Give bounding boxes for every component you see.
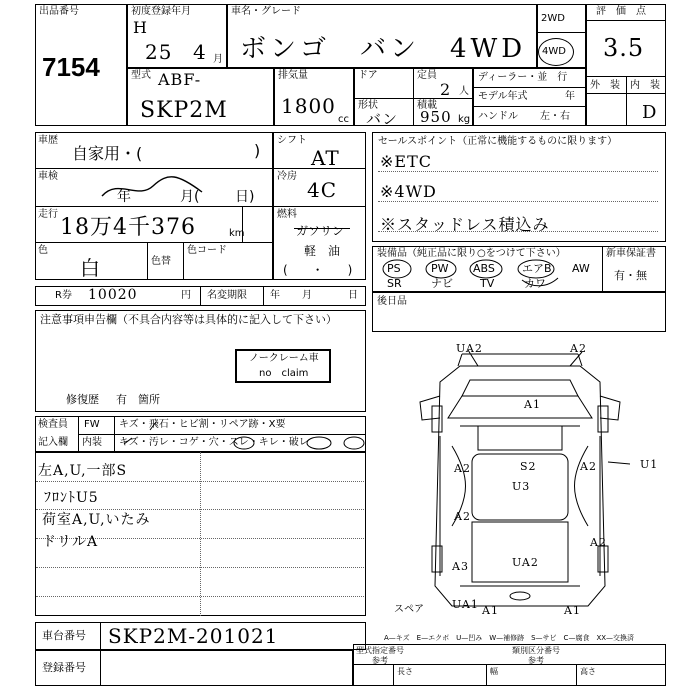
recycle-yen: 円 bbox=[181, 290, 191, 301]
car-name: ボンゴ バン 4WD bbox=[240, 34, 527, 64]
category-label: 類別区分番号 bbox=[512, 646, 560, 655]
sales-points-title: セールスポイント（正常に機能するものに限ります） bbox=[378, 136, 618, 147]
chassis-label: 車台番号 bbox=[42, 629, 86, 642]
car-history-close: ) bbox=[254, 141, 261, 160]
damage-legend: A—キズ E—エクボ U—凹み W—補修跡 S—サビ C—腐食 XX—交換済 bbox=[384, 634, 635, 642]
interior-short-label: 内装 bbox=[82, 437, 102, 448]
drive-2wd: 2WD bbox=[541, 13, 565, 24]
model-designation-ref: 参考 bbox=[372, 656, 388, 665]
era-value: H bbox=[133, 18, 148, 37]
no-claim-en: no claim bbox=[259, 368, 309, 379]
mark-roof: A1 bbox=[524, 398, 541, 411]
grade-value: 3.5 bbox=[603, 34, 645, 62]
equip-sr: SR bbox=[387, 277, 402, 290]
recycle-label: R券 bbox=[55, 290, 72, 301]
note-3: 荷室A,U,いたみ bbox=[42, 512, 151, 528]
fw-label: FW bbox=[84, 419, 100, 430]
mark-center-s2: S2 bbox=[520, 460, 537, 473]
interior-grade: D bbox=[642, 102, 658, 123]
shift-value: AT bbox=[311, 146, 340, 170]
fuel-gasoline-strike bbox=[294, 228, 350, 229]
fuel-paren: ( ・ ) bbox=[283, 263, 353, 277]
car-history-value: 自家用・( bbox=[72, 144, 143, 163]
color-value: 白 bbox=[80, 256, 101, 280]
equipment-title: 装備品（純正品に限り○をつけて下さい） bbox=[377, 248, 566, 259]
deadline-label: 名変期限 bbox=[207, 290, 247, 301]
model-year-label: モデル年式 bbox=[478, 91, 528, 102]
model-prefix: ABF- bbox=[158, 70, 202, 89]
km-unit: km bbox=[229, 228, 245, 239]
warranty-label: 新車保証書 bbox=[606, 248, 656, 259]
shape-value: バン bbox=[366, 110, 399, 128]
recycle-amount: 10020 bbox=[88, 287, 138, 303]
cc-unit: cc bbox=[338, 114, 349, 125]
chassis-number: SKP2M-201021 bbox=[108, 624, 279, 648]
first-reg-label: 初度登録年月 bbox=[131, 6, 191, 17]
color-code-label: 色コード bbox=[187, 245, 227, 256]
deadline-month: 月 bbox=[302, 290, 312, 301]
drive-4wd: 4WD bbox=[542, 46, 566, 57]
exterior-label: 外 装 bbox=[590, 80, 620, 91]
notice-title: 注意事項申告欄（不具合内容等は具体的に記入して下さい） bbox=[40, 313, 337, 326]
fuel-diesel: 軽 油 bbox=[304, 244, 341, 258]
ac-label: 冷房 bbox=[277, 171, 297, 182]
mileage-label: 走行 bbox=[38, 209, 58, 220]
no-claim-jp: ノークレーム車 bbox=[249, 353, 319, 364]
ac-value: 4C bbox=[307, 178, 338, 202]
mileage-value: 18万4千376 bbox=[60, 215, 196, 240]
rear-items-box bbox=[372, 292, 666, 332]
model-designation-label: 型式指定番号 bbox=[356, 646, 404, 655]
displacement-label: 排気量 bbox=[278, 70, 308, 81]
length-label: 長さ bbox=[397, 667, 413, 676]
person-unit: 人 bbox=[459, 86, 469, 97]
deadline-year: 年 bbox=[270, 290, 280, 301]
mark-bottom-a1-right: A1 bbox=[564, 604, 581, 617]
warranty-value: 有・無 bbox=[614, 269, 647, 282]
rear-items-label: 後日品 bbox=[377, 296, 407, 307]
mark-front-left: UA2 bbox=[456, 342, 483, 355]
repair-value: 有 箇所 bbox=[116, 393, 160, 406]
sales-point-3: ※スタッドレス積込み bbox=[380, 215, 550, 234]
sales-point-2: ※4WD bbox=[380, 182, 437, 201]
mark-right-u1: U1 bbox=[640, 458, 659, 471]
load-label: 積載 bbox=[417, 100, 437, 111]
note-2: ﾌﾛﾝﾄU5 bbox=[44, 490, 99, 506]
reg-year: 25 bbox=[145, 40, 173, 64]
equip-ps: PS bbox=[387, 262, 401, 275]
mark-bottom-a1-left: A1 bbox=[482, 604, 499, 617]
deadline-day: 日 bbox=[348, 290, 358, 301]
car-name-label: 車名・グレード bbox=[231, 6, 301, 17]
height-label: 高さ bbox=[580, 667, 596, 676]
kg-unit: kg bbox=[458, 114, 471, 125]
fw-items: キズ・飛石・ヒビ割・リペア跡・X要 bbox=[119, 419, 286, 430]
capacity-value: 2 bbox=[440, 80, 452, 99]
equip-aw: AW bbox=[572, 262, 590, 275]
shape-label: 形状 bbox=[358, 100, 378, 111]
inspection-month: 月( bbox=[180, 189, 200, 205]
equip-pw: PW bbox=[431, 262, 449, 275]
equip-tv: TV bbox=[480, 277, 495, 290]
inspection-day: 日) bbox=[235, 189, 255, 205]
mark-right-2: A2 bbox=[590, 536, 607, 549]
dealer-label: ディーラー・並 行 bbox=[478, 72, 568, 83]
sales-point-1: ※ETC bbox=[380, 152, 432, 171]
fuel-gasoline: ガソリン bbox=[296, 224, 345, 238]
inspection-year: 年 bbox=[117, 189, 131, 205]
equip-airbag: エアB bbox=[522, 262, 552, 275]
equipment-circles bbox=[372, 250, 572, 290]
handle-value: 左・右 bbox=[540, 111, 570, 122]
mark-rear-left: A3 bbox=[452, 560, 469, 573]
mark-spare-ua1: UA1 bbox=[452, 598, 479, 611]
doors-label: ドア bbox=[358, 70, 378, 81]
load-value: 950 bbox=[420, 108, 452, 126]
car-history-label: 車歴 bbox=[38, 135, 58, 146]
color-change-label: 色替 bbox=[151, 256, 171, 267]
mark-center-u3: U3 bbox=[512, 480, 531, 493]
handle-label: ハンドル bbox=[478, 111, 518, 122]
reg-month: 4 bbox=[193, 40, 207, 64]
model-label: 型式 bbox=[131, 70, 151, 81]
fuel-label: 燃料 bbox=[277, 209, 297, 220]
interior-label: 内 装 bbox=[630, 80, 660, 91]
lot-number: 7154 bbox=[42, 52, 100, 82]
displacement-value: 1800 bbox=[281, 94, 336, 118]
mark-rear-center: UA2 bbox=[512, 556, 539, 569]
model-code: SKP2M bbox=[140, 98, 228, 123]
note-1: 左A,U,一部S bbox=[38, 463, 128, 479]
spare-label: スペア bbox=[394, 604, 424, 615]
color-label: 色 bbox=[38, 245, 48, 256]
inspection-label: 車検 bbox=[38, 171, 58, 182]
shift-label: シフト bbox=[277, 135, 307, 146]
lot-label: 出品番号 bbox=[39, 6, 79, 17]
drive-4wd-circle bbox=[538, 38, 574, 66]
mark-left-2: A2 bbox=[454, 510, 471, 523]
equip-abs: ABS bbox=[473, 262, 495, 275]
month-suffix: 月 bbox=[213, 54, 223, 65]
equip-kawa: カワ bbox=[524, 277, 546, 290]
interior-items: キズ・汚レ・コゲ・穴・スレ・キレ・破レ bbox=[119, 437, 309, 448]
category-ref: 参考 bbox=[528, 656, 544, 665]
mark-right-1: A2 bbox=[580, 460, 597, 473]
inspector-marks bbox=[114, 416, 366, 452]
inspector-label: 検査員 bbox=[38, 419, 68, 430]
inspection-scribble bbox=[98, 172, 208, 202]
registration-label: 登録番号 bbox=[42, 661, 86, 674]
capacity-label: 定員 bbox=[417, 70, 437, 81]
repair-label: 修復歴 bbox=[66, 393, 99, 406]
mark-left-1: A2 bbox=[454, 462, 471, 475]
grade-label: 評 価 点 bbox=[596, 6, 646, 17]
year-unit: 年 bbox=[565, 91, 575, 102]
writer-label: 記入欄 bbox=[38, 437, 68, 448]
width-label: 幅 bbox=[490, 667, 498, 676]
mark-front-right: A2 bbox=[570, 342, 587, 355]
note-4: ドリルA bbox=[42, 534, 99, 550]
equip-navi: ナビ bbox=[431, 277, 453, 290]
